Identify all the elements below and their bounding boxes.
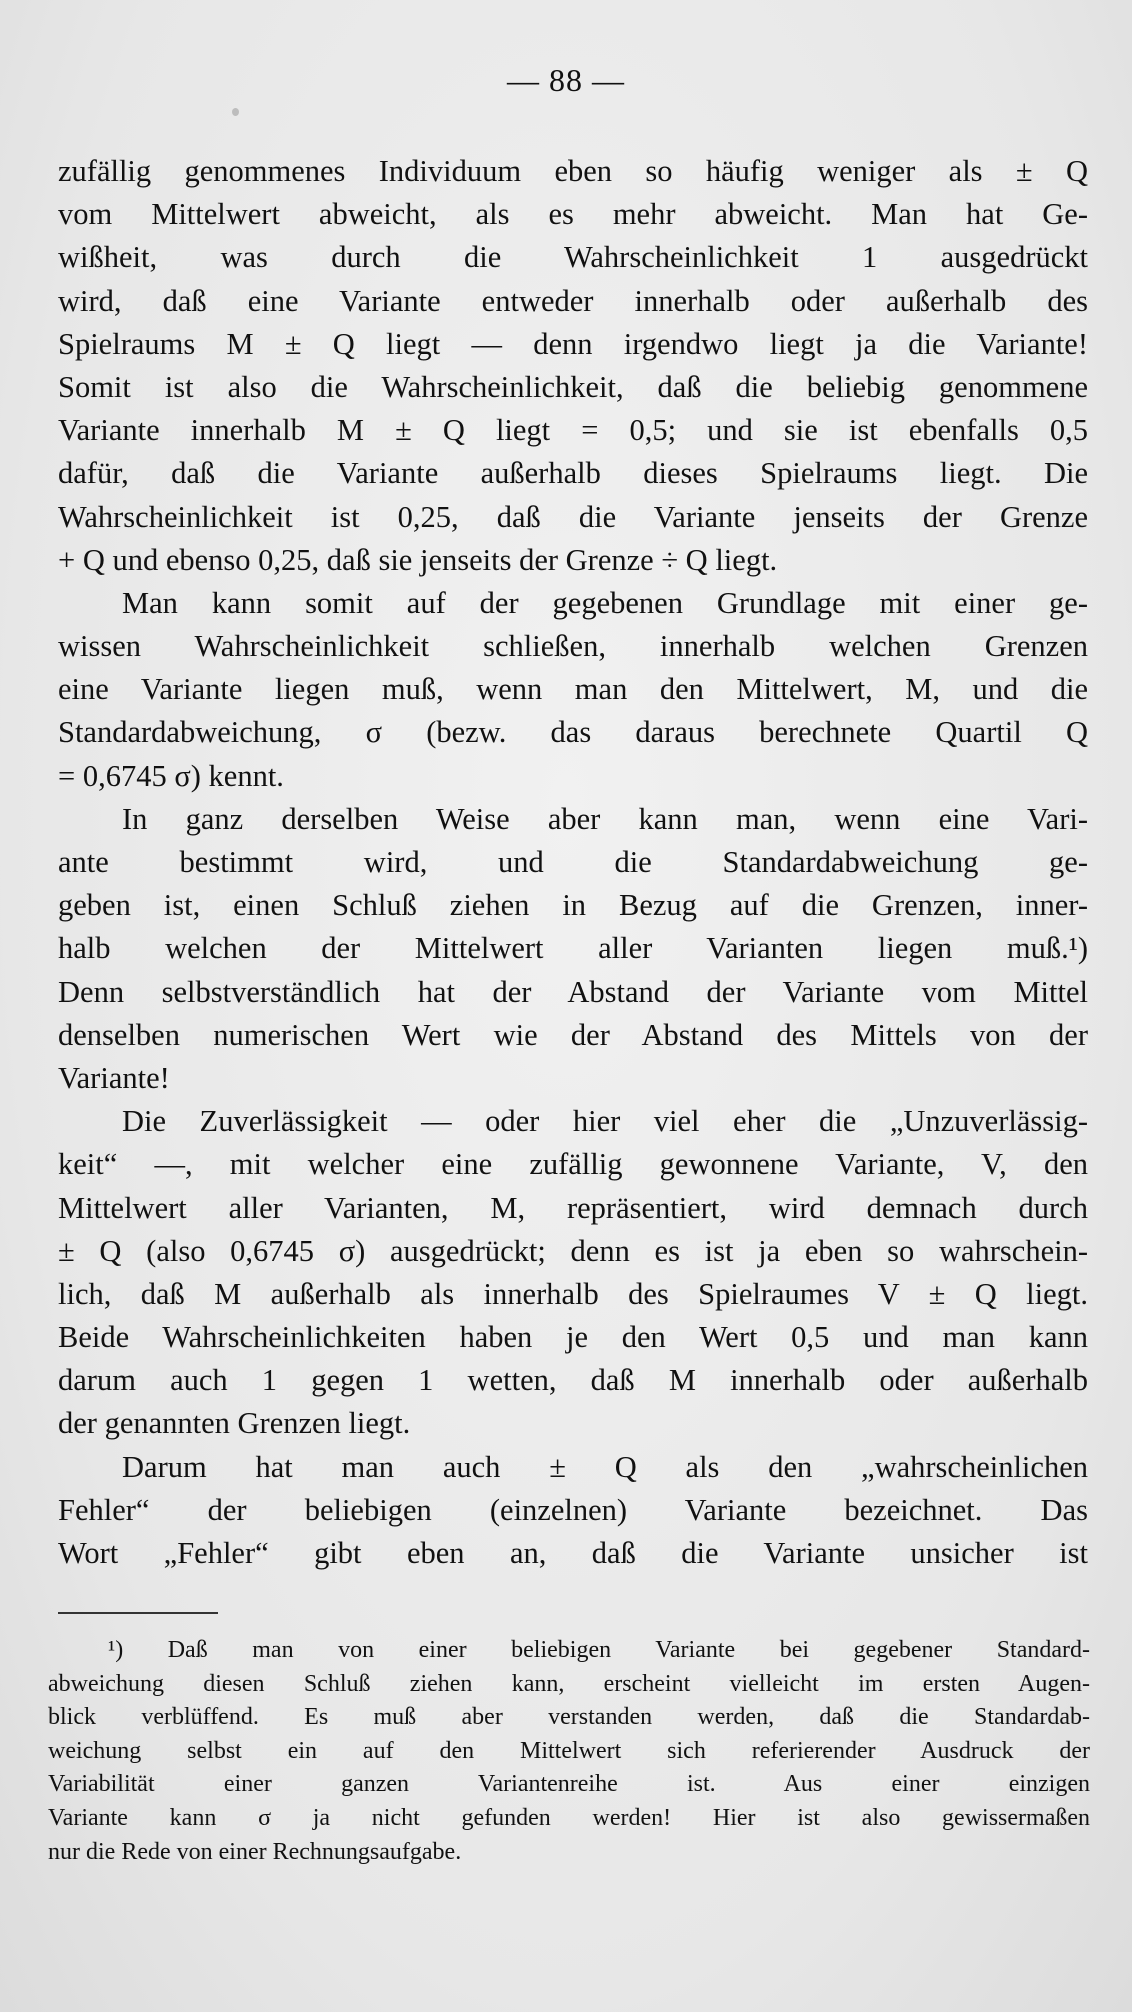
text-line: wißheit, was durch die Wahrscheinlichkeit 1 ausgedrückt	[58, 240, 1088, 275]
text-line: Standardabweichung, σ (bezw. das daraus berechnete Quartil Q	[58, 715, 1088, 750]
paragraph	[58, 582, 1088, 798]
text-line: denselben numerischen Wert wie der Abstand des Mittels von der	[58, 1017, 1088, 1052]
text-line: Man kann somit auf der gegebenen Grundlage mit einer ge-	[122, 585, 1088, 620]
footnote-line: weichung selbst ein auf den Mittelwert sich referierender Ausdruck der	[48, 1737, 1090, 1764]
footnote-line: ¹) Daß man von einer beliebigen Variante bei gegebener Standard-	[108, 1637, 1090, 1663]
text-line: der genannten Grenzen liegt.	[58, 1406, 411, 1441]
text-line: Variante innerhalb M ± Q liegt = 0,5; und sie ist ebenfalls 0,5	[58, 413, 1088, 448]
page-number: — 88 —	[507, 62, 625, 98]
text-line: Darum hat man auch ± Q als den „wahrscheinlichen	[122, 1449, 1088, 1484]
paragraph	[58, 1100, 1088, 1446]
text-line: Somit ist also die Wahrscheinlichkeit, daß die beliebig genommene	[58, 369, 1088, 404]
text-line: Wort „Fehler“ gibt eben an, daß die Variante unsicher ist	[58, 1536, 1088, 1570]
text-line: + Q und ebenso 0,25, daß sie jenseits der Grenze ÷ Q liegt.	[58, 542, 778, 577]
text-line: darum auch 1 gegen 1 wetten, daß M innerhalb oder außerhalb	[58, 1363, 1088, 1398]
text-line: lich, daß M außerhalb als innerhalb des Spielraumes V ± Q liegt.	[58, 1276, 1088, 1311]
footnote-line: Variabilität einer ganzen Variantenreihe ist. Aus einer einzigen	[48, 1771, 1090, 1798]
text-line: wissen Wahrscheinlichkeit schließen, innerhalb welchen Grenzen	[58, 629, 1088, 664]
footnote-line: blick verblüffend. Es muß aber verstanden werden, daß die Standardab-	[48, 1704, 1090, 1731]
text-line: Fehler“ der beliebigen (einzelnen) Variante bezeichnet. Das	[58, 1492, 1088, 1527]
text-line: geben ist, einen Schluß ziehen in Bezug auf die Grenzen, inner-	[58, 888, 1088, 923]
paper-speck	[232, 108, 239, 116]
main-text	[58, 150, 1088, 1575]
paragraph	[58, 798, 1088, 1100]
text-line: vom Mittelwert abweicht, als es mehr abweicht. Man hat Ge-	[58, 197, 1088, 232]
text-line: = 0,6745 σ) kennt.	[58, 758, 284, 793]
paragraph	[58, 1446, 1088, 1576]
text-line: Wahrscheinlichkeit ist 0,25, daß die Variante jenseits der Grenze	[58, 499, 1088, 534]
text-line: In ganz derselben Weise aber kann man, wenn eine Vari-	[122, 801, 1088, 836]
text-line: dafür, daß die Variante außerhalb dieses Spielraums liegt. Die	[58, 456, 1088, 491]
text-line: ante bestimmt wird, und die Standardabweichung ge-	[58, 845, 1088, 879]
footnote	[48, 1634, 1090, 1869]
text-line: Denn selbstverständlich hat der Abstand der Variante vom Mittel	[58, 974, 1088, 1009]
footnote-line: Variante kann σ ja nicht gefunden werden! Hier ist also gewissermaßen	[48, 1804, 1090, 1831]
text-line: wird, daß eine Variante entweder innerhalb oder außerhalb des	[58, 283, 1088, 318]
text-line: halb welchen der Mittelwert aller Varianten liegen muß.¹)	[58, 931, 1088, 966]
text-line: Variante!	[58, 1060, 170, 1095]
text-line: Die Zuverlässigkeit — oder hier viel eher die „Unzuverlässig-	[122, 1104, 1088, 1139]
text-line: Spielraums M ± Q liegt — denn irgendwo liegt ja die Variante!	[58, 326, 1088, 361]
text-line: zufällig genommenes Individuum eben so häufig weniger als ± Q	[58, 154, 1088, 188]
footnote-divider	[58, 1612, 218, 1614]
text-line: ± Q (also 0,6745 σ) ausgedrückt; denn es ist ja eben so wahrschein-	[58, 1233, 1088, 1268]
footnote-line: abweichung diesen Schluß ziehen kann, erscheint vielleicht im ersten Augen-	[48, 1670, 1090, 1697]
text-line: Mittelwert aller Varianten, M, repräsentiert, wird demnach durch	[58, 1190, 1088, 1225]
footnote-line: nur die Rede von einer Rechnungsaufgabe.	[48, 1838, 462, 1865]
paragraph	[58, 150, 1088, 582]
text-line: eine Variante liegen muß, wenn man den Mittelwert, M, und die	[58, 672, 1088, 707]
text-line: keit“ —, mit welcher eine zufällig gewonnene Variante, V, den	[58, 1147, 1088, 1182]
text-line: Beide Wahrscheinlichkeiten haben je den Wert 0,5 und man kann	[58, 1320, 1088, 1355]
